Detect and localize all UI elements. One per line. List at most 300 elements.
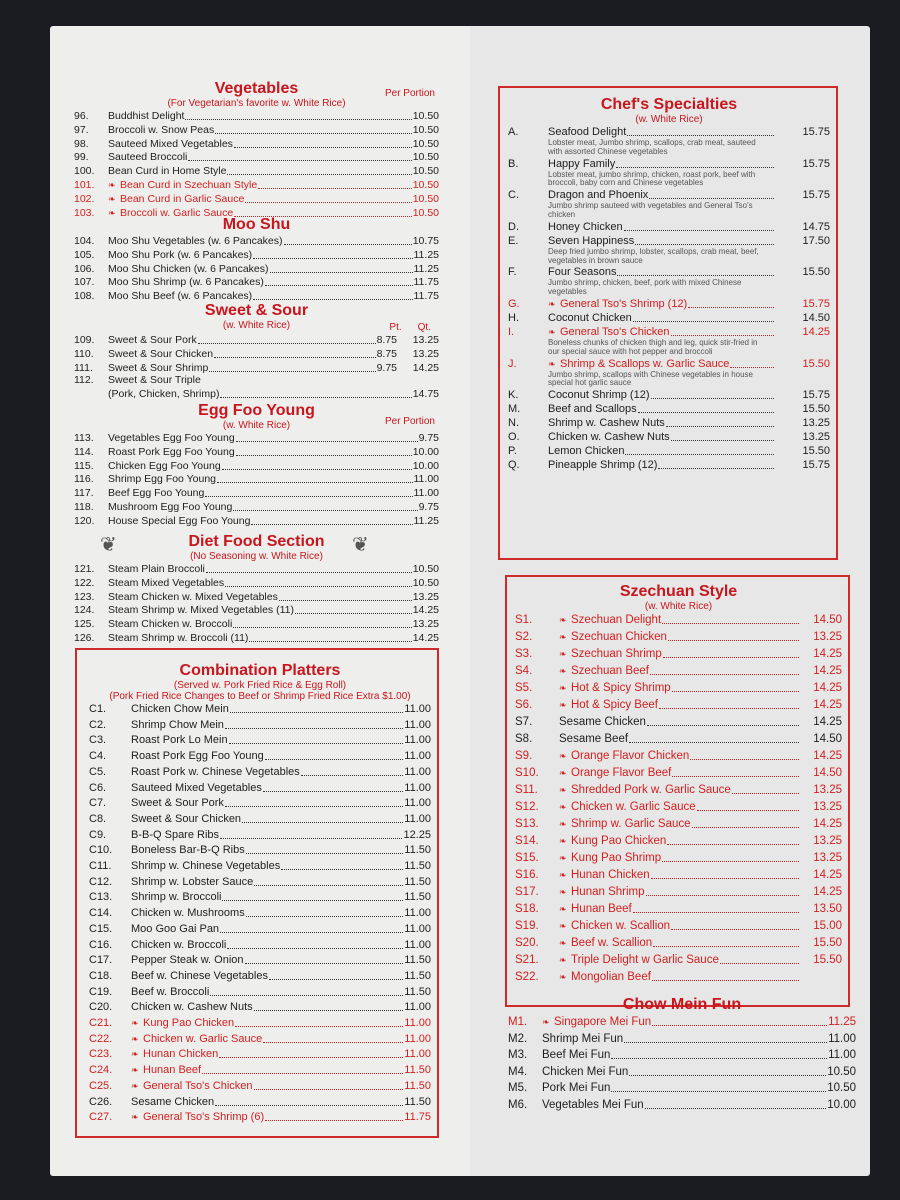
item-name [131, 1016, 234, 1032]
dot-leader [653, 937, 799, 947]
item-number: C18. [89, 969, 113, 982]
per-portion-label: Per Portion [384, 88, 435, 99]
menu-item [515, 731, 842, 748]
item-price: 11.00 [828, 1032, 856, 1045]
item-name-text: General Tso's Shrimp (6) [143, 1111, 265, 1124]
item-name [131, 796, 224, 812]
item-number: S5. [515, 682, 533, 694]
item-price: 15.75 [802, 126, 830, 138]
item-number: 115. [74, 459, 94, 472]
item-number: I. [508, 325, 515, 338]
item-price: 14.50 [802, 311, 830, 324]
dot-leader [217, 473, 413, 483]
menu-item [89, 1079, 431, 1095]
chili-pepper-icon: ❧ [108, 179, 116, 190]
item-name-text: Sweet & Sour Shrimp [108, 361, 209, 374]
item-number: 116. [74, 473, 94, 486]
chili-pepper-icon: ❧ [559, 819, 567, 829]
item-name-text: Chicken w. Cashew Nuts [548, 431, 670, 444]
item-price: 13.25 [412, 590, 439, 603]
item-name-text: Mushroom Egg Foo Young [108, 500, 233, 513]
item-name-text: General Tso's Chicken [143, 1079, 253, 1092]
item-price: 10.50 [827, 1082, 856, 1095]
item-price: 15.50 [813, 954, 842, 966]
item-number: C10. [89, 844, 113, 857]
combination-platters-note: (Pork Fried Rice Changes to Beef or Shrimp Fried Rice Extra $1.00) [109, 691, 411, 702]
item-price: 15.75 [802, 459, 830, 472]
dot-leader [627, 126, 774, 136]
dot-leader [652, 971, 799, 981]
item-number: M. [508, 403, 521, 416]
chili-pepper-icon: ❧ [559, 666, 567, 676]
item-price: 11.00 [404, 1048, 431, 1061]
item-price-pint: 8.75 [376, 347, 397, 360]
chili-pepper-icon: ❧ [131, 1065, 139, 1076]
item-name-text: General Tso's Shrimp (12) [560, 297, 688, 310]
menu-item [74, 514, 439, 528]
menu-item [515, 714, 842, 731]
item-name [548, 402, 637, 416]
item-name [131, 1000, 253, 1016]
menu-item [74, 248, 439, 262]
item-name-text: Sweet & Sour Chicken [108, 347, 214, 360]
item-number: S7. [515, 716, 533, 728]
item-number: M4. [508, 1065, 528, 1078]
menu-item [89, 953, 431, 969]
vegetables-subtitle: (For Vegetarian's favorite w. White Rice) [167, 98, 346, 109]
item-name [559, 663, 649, 680]
item-number: 96. [74, 110, 89, 122]
item-name-text: Shrimp w. Cashew Nuts [548, 417, 665, 430]
item-number: 110. [74, 347, 94, 360]
item-price-pint: 9.75 [376, 361, 397, 374]
dot-leader [209, 362, 375, 372]
item-number: C5. [89, 765, 107, 778]
dot-leader [638, 403, 774, 413]
qt-label: Qt. [417, 322, 431, 333]
item-name [542, 1097, 644, 1114]
item-number: 120. [74, 514, 95, 527]
item-price: 15.75 [802, 157, 830, 170]
item-price: 11.00 [413, 487, 439, 500]
item-price: 11.00 [404, 1032, 431, 1045]
menu-item [89, 765, 431, 781]
menu-item [74, 590, 439, 604]
item-number: 109. [74, 334, 95, 346]
item-name-text: Szechuan Shrimp [571, 648, 662, 660]
item-price: 10.00 [412, 445, 439, 458]
item-number: P. [508, 445, 517, 458]
menu-item [74, 275, 439, 289]
item-price: 9.75 [418, 432, 439, 444]
item-price: 11.25 [413, 262, 439, 275]
dot-leader [254, 1001, 404, 1011]
item-name [542, 1064, 628, 1081]
item-price: 10.00 [412, 459, 439, 472]
item-name-text: General Tso's Chicken [560, 325, 670, 338]
dot-leader [625, 445, 774, 455]
item-number: 118. [74, 500, 94, 513]
item-name-text: Chicken w. Broccoli [131, 938, 227, 951]
menu-item [89, 828, 431, 844]
item-name [108, 165, 226, 178]
item-number: Q. [508, 459, 520, 472]
menu-item: 112. Sweet & Sour Triple [74, 374, 201, 387]
dot-leader [265, 1111, 403, 1121]
item-name-text: Steam Shrimp w. Mixed Vegetables (11) [108, 604, 294, 617]
item-name-text: Four Seasons [548, 266, 617, 279]
dot-leader [611, 1082, 826, 1092]
item-name [548, 234, 634, 248]
item-name-text: Beef w. Scallion [571, 937, 653, 949]
item-name [108, 460, 221, 473]
item-price: 15.50 [802, 357, 830, 370]
chow-mein-fun-title: Chow Mein Fun [622, 996, 742, 1013]
item-name-text: Happy Family [548, 157, 616, 170]
item-name [131, 781, 262, 797]
item-description: Deep fried jumbo shrimp, lobster, scallops, crab meat, beef, vegetables in brown sauce [548, 246, 759, 265]
dot-leader [206, 563, 412, 573]
dot-leader [671, 431, 774, 441]
dot-leader [688, 298, 774, 308]
item-name [559, 748, 689, 765]
item-price: 13.25 [813, 852, 842, 864]
item-number: 117. [74, 487, 94, 500]
item-number: S22. [515, 971, 539, 983]
item-name-text: Shrimp w. Garlic Sauce [571, 818, 691, 830]
item-name [559, 816, 691, 833]
item-name [108, 110, 184, 123]
item-price: 15.75 [802, 297, 830, 310]
menu-item [74, 486, 439, 500]
menu-item [515, 782, 842, 799]
menu-item [89, 875, 431, 891]
menu-item [74, 631, 439, 645]
item-number: K. [508, 389, 519, 402]
menu-item [508, 220, 830, 234]
item-name-text: Sweet & Sour Pork [108, 334, 197, 346]
item-name [548, 265, 616, 279]
item-price: 13.25 [813, 631, 842, 643]
item-name-text: Sesame Chicken [131, 1095, 215, 1108]
chili-pepper-icon: ❧ [559, 785, 567, 795]
item-description: Lobster meat, Jumbo shrimp, scallops, crab meat, sauteed with assorted Chinese vegetables [548, 138, 756, 156]
item-price: 14.25 [802, 325, 830, 338]
item-price: 15.00 [813, 920, 842, 932]
szechuan-style-title: Szechuan Style [619, 583, 738, 600]
item-name-text: Hot & Spicy Beef [571, 699, 658, 711]
item-number: 122. [74, 576, 95, 589]
heart-icon: ❦ [100, 534, 117, 556]
dot-leader [254, 876, 403, 886]
dot-leader [188, 151, 411, 161]
dot-leader [270, 263, 413, 273]
item-name-text: Singapore Mei Fun [554, 1016, 652, 1028]
menu-item [74, 333, 439, 347]
item-price: 11.50 [404, 1095, 431, 1108]
item-price: 14.25 [813, 699, 842, 711]
chili-pepper-icon: ❧ [559, 836, 567, 846]
item-description: Lobster meat, jumbo shrimp, chicken, roast pork, beef with broccoli, baby corn and Chinese vegetables [548, 169, 756, 188]
dot-leader [235, 1017, 403, 1027]
item-price: 13.25 [813, 835, 842, 847]
item-number: 105. [74, 248, 95, 261]
item-price: 14.25 [813, 665, 842, 677]
item-name [542, 1047, 610, 1064]
menu-item [508, 1014, 856, 1031]
item-name [559, 782, 731, 799]
menu-item [515, 748, 842, 765]
chili-pepper-icon: ❧ [131, 1033, 139, 1044]
item-name [559, 680, 671, 697]
item-name-text: Seafood Delight [548, 126, 627, 138]
dot-leader [633, 312, 774, 322]
item-name-text: Shredded Pork w. Garlic Sauce [571, 784, 731, 796]
item-number: 102. [74, 192, 95, 205]
item-name-text: Chicken w. Scallion [571, 920, 671, 932]
item-price: 11.00 [404, 907, 431, 920]
item-name [542, 1031, 623, 1048]
item-price: 14.25 [813, 886, 842, 898]
item-name [131, 828, 219, 844]
item-name-text: Hunan Chicken [571, 869, 650, 881]
menu-item [89, 812, 431, 828]
heart-icon: ❦ [352, 534, 369, 556]
menu-item-continuation: (Pork, Chicken, Shrimp) 14.75 [108, 388, 439, 401]
item-number: S9. [515, 750, 533, 762]
item-name-text: House Special Egg Foo Young [108, 514, 251, 527]
chili-pepper-icon: ❧ [559, 887, 567, 897]
dot-leader [185, 110, 411, 120]
dot-leader [662, 852, 799, 862]
item-number: C2. [89, 718, 107, 731]
menu-item [89, 1016, 431, 1032]
menu-item [74, 562, 439, 576]
item-price: 11.50 [404, 985, 431, 998]
item-price: 14.50 [813, 767, 842, 779]
item-number: 121. [74, 563, 95, 575]
chili-pepper-icon: ❧ [559, 802, 567, 812]
item-price: 11.00 [404, 765, 431, 778]
item-number: 97. [74, 123, 89, 136]
item-name-text: Bean Curd in Szechuan Style [120, 178, 258, 191]
item-name-text: Szechuan Chicken [571, 631, 667, 643]
dot-leader [222, 891, 403, 901]
menu-item [508, 157, 830, 171]
item-number: 113. [74, 432, 94, 444]
item-name-text: Beef Mei Fun [542, 1049, 611, 1062]
item-name-text: Pepper Steak w. Onion [131, 954, 244, 967]
menu-item [89, 985, 431, 1001]
item-name [548, 458, 657, 472]
dot-leader [279, 591, 412, 601]
item-name-text: Moo Goo Gai Pan [131, 922, 220, 935]
menu-item [89, 718, 431, 734]
item-name-text: Broccoli w. Garlic Sauce [120, 206, 234, 219]
dot-leader [258, 179, 412, 189]
item-name-text: Vegetables Mei Fun [542, 1098, 644, 1111]
diet-food-title: Diet Food Section [188, 533, 325, 550]
dot-leader [202, 1064, 403, 1074]
item-name-text: Sesame Chicken [559, 716, 646, 728]
item-price: 15.50 [813, 937, 842, 949]
item-number: 104. [74, 235, 95, 247]
menu-item [74, 289, 439, 303]
item-number: S6. [515, 699, 533, 711]
item-name-text: B-B-Q Spare Ribs [131, 828, 220, 841]
menu-item [508, 1031, 856, 1048]
item-description: Jumbo shrimp sauteed with vegetables and General Tso's chicken [548, 201, 753, 219]
dot-leader [646, 886, 799, 896]
menu-item [74, 164, 439, 178]
item-name-text: Chicken w. Garlic Sauce [143, 1032, 263, 1045]
item-price: 11.00 [404, 1001, 431, 1014]
item-number: C23. [89, 1048, 113, 1061]
item-price-pint: 8.75 [376, 334, 397, 346]
chili-pepper-icon: ❧ [559, 700, 567, 710]
item-price: 11.50 [404, 954, 431, 967]
item-name [131, 718, 224, 734]
item-name [131, 1079, 253, 1095]
dot-leader [629, 1066, 826, 1076]
dot-leader [225, 797, 403, 807]
item-name [131, 1047, 218, 1063]
item-name [108, 487, 204, 500]
item-number: C24. [89, 1064, 113, 1077]
item-price: 11.50 [404, 860, 431, 873]
dot-leader [265, 750, 404, 760]
item-name-text: Beef and Scallops [548, 403, 637, 416]
item-price: 15.75 [802, 189, 830, 202]
menu-item [89, 859, 431, 875]
item-name [548, 157, 615, 171]
menu-item [515, 867, 842, 884]
item-name-text: Shrimp w. Broccoli [131, 891, 222, 904]
sweet-sour-title: Sweet & Sour [204, 302, 309, 319]
item-number: B. [508, 157, 519, 170]
menu-item [89, 702, 431, 718]
item-number: C26. [89, 1095, 113, 1108]
chili-pepper-icon: ❧ [559, 683, 567, 693]
item-price: 11.00 [404, 797, 431, 810]
item-name [108, 632, 248, 645]
dot-leader [658, 459, 774, 469]
menu-item [74, 459, 439, 473]
dot-leader [645, 1099, 827, 1109]
item-name [548, 444, 624, 458]
item-price: 14.25 [813, 682, 842, 694]
item-number: S12. [515, 801, 539, 813]
item-name [559, 612, 661, 629]
dot-leader [246, 907, 404, 917]
item-number: 98. [74, 137, 89, 150]
item-name-text: Chicken Chow Mein [131, 703, 229, 715]
item-number: C16. [89, 938, 113, 951]
item-name [559, 952, 719, 969]
item-number: 114. [74, 445, 94, 458]
chili-pepper-icon: ❧ [559, 632, 567, 642]
dot-leader [245, 193, 411, 203]
item-name-text: Kung Pao Shrimp [571, 852, 662, 864]
item-name-text: Chicken w. Cashew Nuts [131, 1001, 253, 1014]
item-description: Jumbo shrimp, scallops with Chinese vegetables in house special hot garlic sauce [548, 369, 753, 388]
item-name [108, 618, 232, 631]
menu-item [508, 402, 830, 416]
item-number: 100. [74, 165, 95, 178]
dot-leader [633, 903, 799, 913]
item-name [548, 388, 650, 402]
menu-item [89, 922, 431, 938]
menu-item [508, 125, 830, 139]
dot-leader [649, 189, 774, 199]
dot-leader [205, 487, 412, 497]
item-price: 15.75 [802, 389, 830, 402]
chili-pepper-icon: ❧ [559, 921, 567, 931]
menu-item [515, 969, 842, 986]
dot-leader [242, 813, 403, 823]
item-name [131, 1032, 262, 1048]
menu-item [515, 697, 842, 714]
item-name-text: Kung Pao Chicken [143, 1017, 235, 1030]
dot-leader [672, 767, 799, 777]
menu-item [515, 901, 842, 918]
item-name [108, 235, 283, 248]
item-name-text: Chicken Mei Fun [542, 1065, 629, 1078]
menu-item [508, 416, 830, 430]
item-name [548, 188, 648, 202]
item-name [559, 714, 646, 731]
menu-item [508, 388, 830, 402]
dot-leader [245, 954, 404, 964]
menu-item [515, 833, 842, 850]
item-name-text: Pork Mei Fun [542, 1082, 611, 1095]
item-number: C12. [89, 875, 113, 888]
item-name-text: Sweet & Sour Pork [131, 797, 224, 810]
item-name [108, 348, 213, 361]
dot-leader [265, 276, 413, 286]
item-name-text: Orange Flavor Chicken [571, 750, 690, 762]
chili-pepper-icon: ❧ [559, 853, 567, 863]
menu-item [508, 325, 830, 339]
item-number: C6. [89, 781, 107, 794]
dot-leader [263, 1033, 403, 1043]
item-name-text: Hunan Beef [143, 1064, 202, 1077]
item-price: 11.00 [404, 703, 431, 715]
item-name [108, 124, 214, 137]
dot-leader [234, 138, 412, 148]
item-price: 11.00 [404, 938, 431, 951]
item-name [131, 906, 245, 922]
item-number: S17. [515, 886, 539, 898]
item-name-text: Shrimp w. Lobster Sauce [131, 875, 254, 888]
menu-item [74, 445, 439, 459]
item-name-text: Hot & Spicy Shrimp [571, 682, 671, 694]
chili-pepper-icon: ❧ [131, 1018, 139, 1029]
item-number: A. [508, 126, 519, 138]
item-number: S1. [515, 614, 533, 626]
item-number: S4. [515, 665, 533, 677]
dot-leader [214, 348, 376, 358]
item-number: O. [508, 431, 520, 444]
menu-item [508, 357, 830, 371]
item-number: 126. [74, 631, 95, 644]
menu-item [515, 799, 842, 816]
item-price-quart: 14.25 [412, 361, 439, 374]
item-name-text: Moo Shu Pork (w. 6 Pancakes) [108, 248, 253, 261]
item-price: 10.50 [412, 563, 439, 575]
item-name [108, 591, 278, 604]
chili-pepper-icon: ❧ [559, 751, 567, 761]
